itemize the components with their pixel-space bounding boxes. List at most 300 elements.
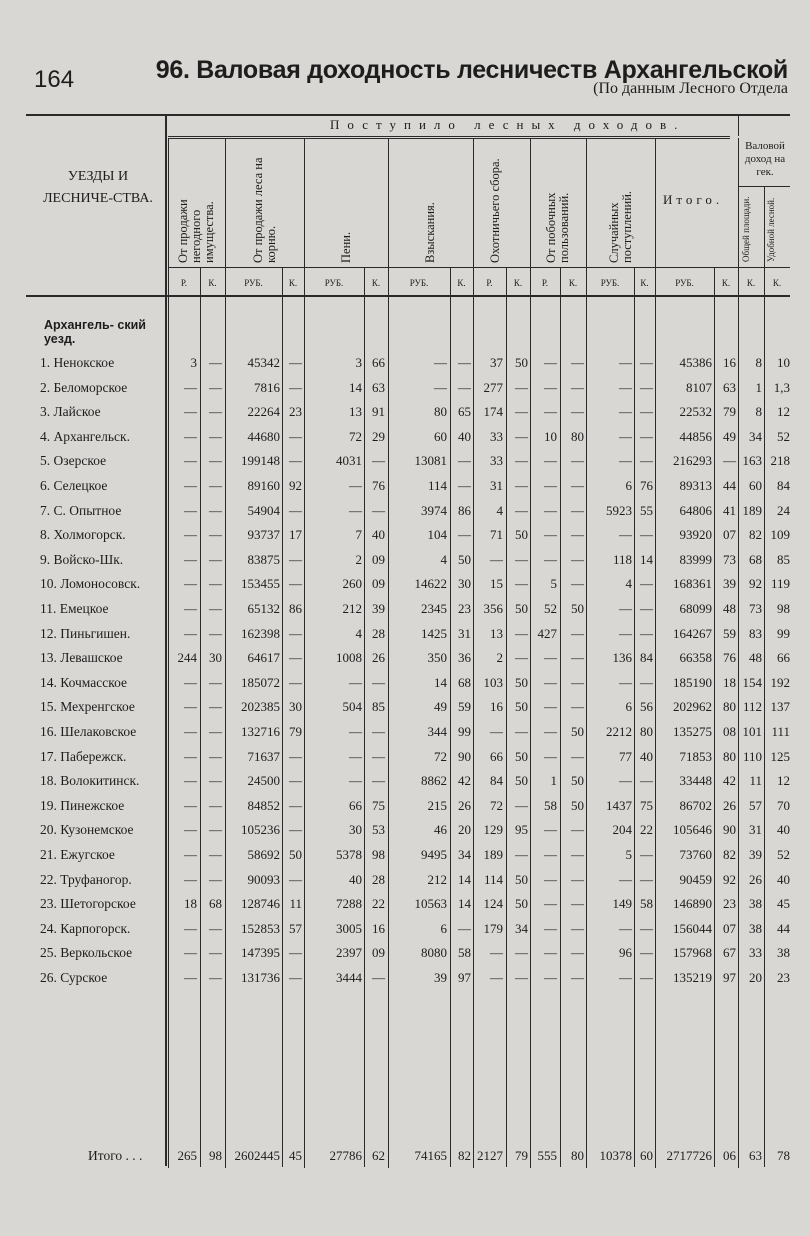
table-cell: 42 [723, 773, 736, 789]
table-cell: 30 [349, 822, 362, 838]
table-cell: 18 [723, 674, 736, 690]
table-cell: 185190 [673, 674, 712, 690]
table-cell: 66358 [679, 650, 712, 666]
table-cell: 85 [777, 551, 790, 567]
table-cell: — [640, 674, 653, 690]
table-cell: 84 [640, 650, 653, 666]
row-label: 21. Ежугское [40, 847, 115, 862]
table-cell: 154 [742, 674, 762, 690]
table-cell: — [640, 871, 653, 887]
table-cell: — [619, 404, 632, 420]
table-cell: — [184, 527, 197, 543]
row-label: 9. Войско-Шк. [40, 551, 124, 567]
table-cell: 54904 [247, 502, 280, 518]
table-cell: 58 [458, 945, 471, 961]
table-cell: 34 [458, 847, 471, 862]
table-cell: — [571, 625, 584, 641]
table-cell: — [571, 920, 584, 936]
table-cell: 131736 [241, 970, 280, 985]
table-cell: — [640, 945, 653, 961]
table-cell: 114 [427, 478, 447, 493]
table-cell: 80 [640, 724, 653, 739]
table-cell: 4 [496, 502, 503, 518]
table-cell: 10 [544, 428, 557, 444]
table-cell: 49 [434, 699, 447, 715]
table-cell: — [640, 601, 653, 616]
table-cell: 147395 [241, 945, 280, 961]
table-cell: — [619, 453, 632, 469]
table-cell: — [289, 945, 302, 961]
table-cell: 8107 [686, 379, 712, 395]
table-cell: — [619, 601, 632, 616]
row-label: 24. Карпогорск. [40, 920, 131, 936]
table-cell: — [289, 428, 302, 444]
table-cell: 44 [777, 920, 790, 936]
gross-sub-header: Удобной лесной. [766, 197, 776, 262]
table-cell: 4 [355, 625, 362, 641]
table-cell: 60 [434, 428, 447, 444]
subcolumn-rule [450, 267, 451, 1167]
table-cell: — [372, 748, 385, 764]
table-cell: 212 [427, 871, 447, 887]
table-cell: 9495 [421, 847, 447, 862]
subcolumn-rule [634, 267, 635, 1167]
table-cell: 50 [571, 773, 584, 789]
total-cell: 2127 [477, 1148, 503, 1163]
table-cell: — [515, 625, 528, 641]
table-cell: 14622 [414, 576, 447, 592]
table-cell: — [640, 527, 653, 543]
group-underline [168, 138, 730, 139]
table-cell: 10563 [414, 896, 447, 912]
total-cell: 74165 [414, 1148, 447, 1163]
table-cell: 65132 [247, 601, 280, 616]
gross-col-rule [764, 186, 765, 268]
table-cell: 50 [458, 551, 471, 567]
total-cell: 63 [749, 1148, 762, 1163]
table-cell: 64806 [679, 502, 712, 518]
table-cell: 60 [749, 478, 762, 493]
table-cell: 16 [372, 920, 385, 936]
table-cell: — [544, 945, 557, 961]
table-cell: 5378 [336, 847, 362, 862]
unit-label: РУБ. [675, 278, 694, 288]
table-cell: 23 [458, 601, 471, 616]
table-cell: — [209, 871, 222, 887]
table-cell: 212 [342, 601, 362, 616]
unit-label: К. [371, 278, 381, 288]
page-number: 164 [34, 66, 75, 93]
row-label: 4. Архангельск. [40, 428, 130, 444]
table-cell: — [571, 355, 584, 370]
table-cell: — [434, 355, 447, 370]
table-cell: — [515, 724, 528, 739]
table-cell: 168361 [673, 576, 712, 592]
table-cell: 23 [289, 404, 302, 420]
table-cell: 84852 [247, 797, 280, 813]
table-cell: 83999 [679, 551, 712, 567]
table-cell: 1437 [606, 797, 632, 813]
table-cell: — [640, 355, 653, 370]
table-cell: 50 [515, 896, 528, 912]
table-cell: 76 [372, 478, 385, 493]
table-cell: 89313 [679, 478, 712, 493]
table-cell: 5923 [606, 502, 632, 518]
table-cell: 66 [777, 650, 790, 666]
subcolumn-rule [560, 267, 561, 1167]
table-cell: — [209, 945, 222, 961]
gross-sub-header: Общей площади. [741, 196, 751, 262]
table-cell: — [209, 551, 222, 567]
table-cell: 136 [612, 650, 632, 666]
row-label: 3. Лайское [40, 404, 101, 420]
table-cell: 76 [640, 478, 653, 493]
table-cell: 80 [723, 699, 736, 715]
row-label: 2. Беломорское [40, 379, 128, 395]
table-cell: 73 [749, 601, 762, 616]
table-cell: 38 [749, 920, 762, 936]
table-cell: 26 [458, 797, 471, 813]
table-cell: — [372, 970, 385, 985]
table-cell: 65 [458, 404, 471, 420]
table-cell: 63 [723, 379, 736, 395]
table-cell: 40 [640, 748, 653, 764]
table-cell: — [490, 970, 503, 985]
total-cell: 62 [372, 1148, 385, 1163]
table-cell: 75 [372, 797, 385, 813]
table-cell: 110 [742, 748, 762, 764]
table-cell: — [571, 576, 584, 592]
table-cell: — [544, 871, 557, 887]
table-cell: 45342 [247, 355, 280, 370]
table-cell: — [640, 576, 653, 592]
table-cell: — [289, 748, 302, 764]
table-cell: — [289, 797, 302, 813]
table-cell: 3 [355, 355, 362, 370]
table-cell: 89160 [247, 478, 280, 493]
table-cell: 2 [496, 650, 503, 666]
table-cell: — [289, 355, 302, 370]
table-cell: 86 [289, 601, 302, 616]
table-cell: 92 [723, 871, 736, 887]
table-cell: 114 [483, 871, 503, 887]
table-cell: — [458, 920, 471, 936]
table-cell: — [723, 453, 736, 469]
table-cell: — [619, 970, 632, 985]
table-cell: 72 [490, 797, 503, 813]
table-cell: — [458, 453, 471, 469]
table-cell: 163 [742, 453, 762, 469]
table-cell: 34 [515, 920, 528, 936]
table-cell: 33 [490, 453, 503, 469]
table-cell: 1008 [336, 650, 362, 666]
table-cell: 4 [440, 551, 447, 567]
table-cell: 174 [483, 404, 503, 420]
total-cell: 80 [571, 1148, 584, 1163]
unit-rule [168, 267, 790, 268]
table-cell: 1425 [421, 625, 447, 641]
group-rule [168, 136, 730, 137]
table-cell: — [544, 527, 557, 543]
table-cell: 6 [625, 478, 632, 493]
table-cell: 2345 [421, 601, 447, 616]
section-heading: Архангель- ский уезд. [44, 318, 146, 346]
table-cell: 26 [372, 650, 385, 666]
subcolumn-rule [764, 267, 765, 1167]
table-cell: 11 [289, 896, 302, 912]
table-cell: 3005 [336, 920, 362, 936]
table-cell: 128746 [241, 896, 280, 912]
table-cell: — [209, 478, 222, 493]
table-cell: 38 [777, 945, 790, 961]
table-cell: — [184, 945, 197, 961]
table-cell: — [209, 379, 222, 395]
table-cell: — [209, 724, 222, 739]
table-cell: 44 [723, 478, 736, 493]
table-cell: 260 [342, 576, 362, 592]
table-cell: — [349, 748, 362, 764]
table-cell: 96 [619, 945, 632, 961]
table-cell: 344 [427, 724, 447, 739]
table-cell: 38 [749, 896, 762, 912]
total-cell: 27786 [329, 1148, 362, 1163]
table-cell: 46 [434, 822, 447, 838]
unit-label: РУБ. [600, 278, 620, 288]
table-cell: 152853 [241, 920, 280, 936]
table-cell: 91 [372, 404, 385, 420]
table-cell: 68 [458, 674, 471, 690]
row-label: 15. Мехренгское [40, 699, 135, 715]
table-cell: 28 [372, 871, 385, 887]
unit-label: К. [288, 278, 298, 288]
table-cell: — [515, 428, 528, 444]
subcolumn-rule [506, 267, 507, 1167]
table-cell: 10 [777, 355, 790, 370]
table-cell: — [209, 502, 222, 518]
table-cell: — [515, 551, 528, 567]
table-cell: — [544, 478, 557, 493]
table-cell: 68 [209, 896, 222, 912]
table-cell: 14 [458, 896, 471, 912]
table-cell: 23 [777, 970, 790, 985]
table-cell: — [184, 404, 197, 420]
table-cell: — [349, 773, 362, 789]
table-cell: 98 [372, 847, 385, 862]
table-cell: 70 [777, 797, 790, 813]
table-cell: 42 [458, 773, 471, 789]
table-cell: 30 [289, 699, 302, 715]
subcolumn-rule [364, 267, 365, 1167]
row-label: 12. Пиньгишен. [40, 625, 131, 641]
table-cell: 71853 [679, 748, 712, 764]
table-cell: 204 [612, 822, 632, 838]
table-cell: 50 [515, 748, 528, 764]
total-cell: 2717726 [666, 1148, 712, 1163]
table-cell: 2 [355, 551, 362, 567]
table-cell: 58692 [247, 847, 280, 862]
table-cell: 36 [458, 650, 471, 666]
column-header: От побочных пользований. [544, 192, 571, 263]
table-cell: 277 [483, 379, 503, 395]
table-cell: — [515, 478, 528, 493]
table-cell: 24 [777, 502, 790, 518]
table-cell: 14 [434, 674, 447, 690]
column-header: Итого. [663, 192, 724, 207]
table-cell: 99 [777, 625, 790, 641]
total-cell: 10378 [599, 1148, 632, 1163]
table-cell: 31 [458, 625, 471, 641]
table-cell: 07 [723, 920, 736, 936]
table-cell: — [209, 699, 222, 715]
table-cell: — [458, 478, 471, 493]
unit-label: Р. [541, 278, 549, 288]
table-cell: — [349, 724, 362, 739]
table-cell: 16 [723, 355, 736, 370]
table-cell: — [184, 428, 197, 444]
unit-label: К. [640, 278, 649, 288]
table-cell: — [458, 355, 471, 370]
table-cell: 68 [749, 551, 762, 567]
table-cell: — [571, 748, 584, 764]
table-cell: 8 [755, 355, 762, 370]
top-rule [26, 114, 790, 116]
table-cell: — [184, 551, 197, 567]
table-cell: 77 [619, 748, 632, 764]
table-cell: — [490, 945, 503, 961]
table-cell: — [209, 773, 222, 789]
table-cell: — [184, 576, 197, 592]
table-cell: 52 [777, 428, 790, 444]
table-cell: — [349, 674, 362, 690]
table-cell: — [184, 699, 197, 715]
table-cell: 2212 [606, 724, 632, 739]
table-cell: 97 [723, 970, 736, 985]
table-cell: 97 [458, 970, 471, 985]
table-cell: — [544, 650, 557, 666]
stub-header: УЕЗДЫ И ЛЕСНИЧЕ-СТВА. [43, 169, 153, 206]
table-cell: 07 [723, 527, 736, 543]
table-cell: — [289, 970, 302, 985]
table-cell: 99 [458, 724, 471, 739]
table-cell: 50 [515, 674, 528, 690]
table-cell: — [544, 896, 557, 912]
table-cell: 79 [723, 404, 736, 420]
table-cell: 135219 [673, 970, 712, 985]
table-cell: 50 [515, 871, 528, 887]
row-label: 16. Шелаковское [40, 724, 137, 739]
column-header: Охотничьего сбора. [487, 158, 502, 263]
unit-label: К. [746, 278, 756, 288]
row-label: 18. Волокитинск. [40, 773, 140, 789]
table-cell: 185072 [241, 674, 280, 690]
table-cell: 22 [372, 896, 385, 912]
table-cell: — [640, 625, 653, 641]
table-cell: 22532 [679, 404, 712, 420]
column-header: Пени. [338, 231, 353, 263]
table-cell: 52 [544, 601, 557, 616]
table-cell: 146890 [673, 896, 712, 912]
table-cell: 41 [723, 502, 736, 518]
table-cell: 50 [515, 699, 528, 715]
table-cell: 50 [515, 773, 528, 789]
unit-label: К. [772, 278, 782, 288]
table-cell: 50 [571, 724, 584, 739]
table-cell: — [640, 920, 653, 936]
table-cell: 86702 [679, 797, 712, 813]
table-cell: — [571, 453, 584, 469]
table-cell: — [184, 379, 197, 395]
total-cell: 555 [537, 1148, 557, 1163]
table-cell: 90 [723, 822, 736, 838]
table-cell: 132716 [241, 724, 280, 739]
table-cell: 135275 [673, 724, 712, 739]
table-cell: — [209, 601, 222, 616]
table-cell: 156044 [673, 920, 712, 936]
unit-label: К. [513, 278, 523, 288]
table-cell: — [184, 920, 197, 936]
table-cell: 57 [289, 920, 302, 936]
table-cell: — [289, 453, 302, 469]
table-cell: — [289, 502, 302, 518]
table-cell: — [515, 404, 528, 420]
table-cell: — [571, 896, 584, 912]
table-cell: 59 [458, 699, 471, 715]
unit-label: К. [721, 278, 731, 288]
table-cell: 17 [289, 527, 302, 543]
table-cell: 39 [372, 601, 385, 616]
row-label: 8. Холмогорск. [40, 527, 126, 543]
table-cell: 83875 [247, 551, 280, 567]
table-cell: — [571, 822, 584, 838]
table-cell: 45386 [679, 355, 712, 370]
table-cell: — [184, 748, 197, 764]
table-cell: 22264 [247, 404, 280, 420]
row-label: 6. Селецкое [40, 478, 108, 493]
table-cell: 3 [190, 355, 197, 370]
row-label: 22. Труфаногор. [40, 871, 132, 887]
table-cell: 29 [372, 428, 385, 444]
row-label: 23. Шетогорское [40, 896, 136, 912]
table-cell: — [619, 527, 632, 543]
table-cell: — [619, 773, 632, 789]
table-cell: — [372, 724, 385, 739]
table-cell: — [640, 773, 653, 789]
table-cell: — [515, 379, 528, 395]
table-cell: 92 [749, 576, 762, 592]
table-cell: — [289, 576, 302, 592]
table-cell: 6 [440, 920, 447, 936]
table-cell: — [544, 920, 557, 936]
table-cell: 1 [550, 773, 557, 789]
table-cell: 101 [742, 724, 762, 739]
unit-label: РУБ. [244, 278, 263, 288]
table-cell: 31 [490, 478, 503, 493]
table-cell: 45 [777, 896, 790, 912]
table-cell: 33 [490, 428, 503, 444]
unit-label: К. [568, 278, 578, 288]
table-cell: 30 [458, 576, 471, 592]
table-cell: 3444 [336, 970, 362, 985]
table-cell: — [289, 650, 302, 666]
table-cell: — [619, 625, 632, 641]
table-cell: — [571, 379, 584, 395]
unit-label: РУБ. [324, 278, 344, 288]
table-cell: 80 [434, 404, 447, 420]
table-cell: 2397 [336, 945, 362, 961]
gross-rule [738, 116, 739, 136]
table-cell: 13081 [414, 453, 447, 469]
table-cell: — [571, 847, 584, 862]
